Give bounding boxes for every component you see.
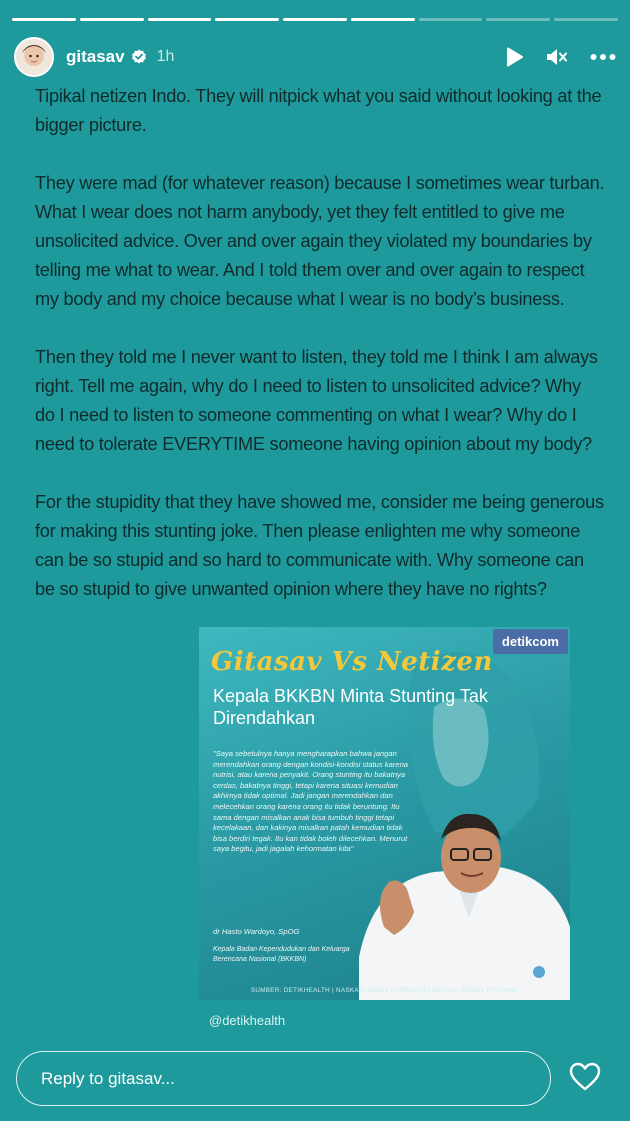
reply-placeholder: Reply to gitasav... bbox=[41, 1068, 175, 1088]
card-title: Gitasav Vs Netizen bbox=[211, 647, 493, 677]
card-author: dr Hasto Wardoyo, SpOG bbox=[213, 927, 300, 936]
progress-segment bbox=[486, 18, 550, 21]
card-credits: SUMBER: DETIKHEALTH | NASKAH: WIWIT PURWOKO | DESAIN: DENNY PRATAMA bbox=[250, 987, 519, 994]
story-text bbox=[35, 82, 605, 633]
reply-input[interactable] bbox=[16, 1051, 551, 1106]
brand-badge: detikcom bbox=[493, 629, 568, 654]
paragraph-3: Then they told me I never want to listen, they told me I think I am always right. Tell me again, why do I need to listen to unsolicited advice? Why do I need to listen to someone commenting on what I wear? Why do I need to tolerate EVERYTIME someone having opinion about my body? bbox=[35, 347, 598, 454]
progress-segment bbox=[554, 18, 618, 21]
paragraph-1: Tipikal netizen Indo. They will nitpick what you said without looking at the bigger picture. bbox=[35, 86, 602, 135]
card-quote: "Saya sebetulnya hanya mengharapkan bahwa jangan merendahkan orang dengan kondisi-kondisi status karena nutrisi, atau karena penyakit. Orang stunting itu bakatnya cerdas, bakatnya tinggi, tetapi karena situasi kemudian akhirnya tidak optimal. Jadi jangan merendahkan dan melecehkan orang karena orang itu tidak beruntung. Itu sama dengan misalkan anak bisa tumbuh tinggi tetapi kecelakaan, dan kakinya misalkan patah kemudian tidak bisa berdiri tegak. Itu kan tidak boleh dilecehkan. Menurut saya begitu, jadi jagalah kehormatan kita" bbox=[213, 749, 409, 854]
progress-segment bbox=[80, 18, 144, 21]
card-author-role: Kepala Badan Kependudukan dan Keluarga Berencana Nasional (BKKBN) bbox=[213, 946, 350, 963]
progress-segment bbox=[215, 18, 279, 21]
story-header bbox=[14, 34, 616, 80]
post-time: 1h bbox=[156, 48, 175, 65]
heart-icon[interactable] bbox=[569, 1062, 601, 1092]
progress-segment bbox=[283, 18, 347, 21]
progress-segment bbox=[351, 18, 415, 21]
paragraph-4: For the stupidity that they have showed me, consider me being generous for making this stunting joke. Then please enlighten me why someone can be so stupid and so hard to communicate with. Why someone can be so stupid to give unwanted opinion where they have no rights? bbox=[35, 492, 604, 599]
progress-segment bbox=[419, 18, 483, 21]
more-icon[interactable] bbox=[590, 53, 616, 61]
avatar[interactable] bbox=[14, 37, 54, 77]
story-progress-bar bbox=[12, 18, 618, 21]
play-icon[interactable] bbox=[506, 47, 524, 67]
news-card[interactable] bbox=[199, 627, 570, 1000]
paragraph-2: They were mad (for whatever reason) because I sometimes wear turban. What I wear does not harm anybody, yet they felt entitled to give me unsolicited advice. Over and over again they violated my boundaries by telling me what to wear. And I told them over and over again to respect my body and my choice because what I wear is no body’s business. bbox=[35, 173, 605, 309]
progress-segment bbox=[148, 18, 212, 21]
card-subtitle: Kepala BKKBN Minta Stunting Tak Direndahkan bbox=[213, 686, 488, 728]
avatar-image bbox=[16, 39, 52, 75]
mention-tag[interactable]: @detikhealth bbox=[209, 1013, 286, 1028]
username[interactable]: gitasav bbox=[66, 47, 125, 66]
verified-badge-icon bbox=[131, 49, 147, 65]
mute-icon[interactable] bbox=[546, 47, 568, 67]
progress-segment bbox=[12, 18, 76, 21]
